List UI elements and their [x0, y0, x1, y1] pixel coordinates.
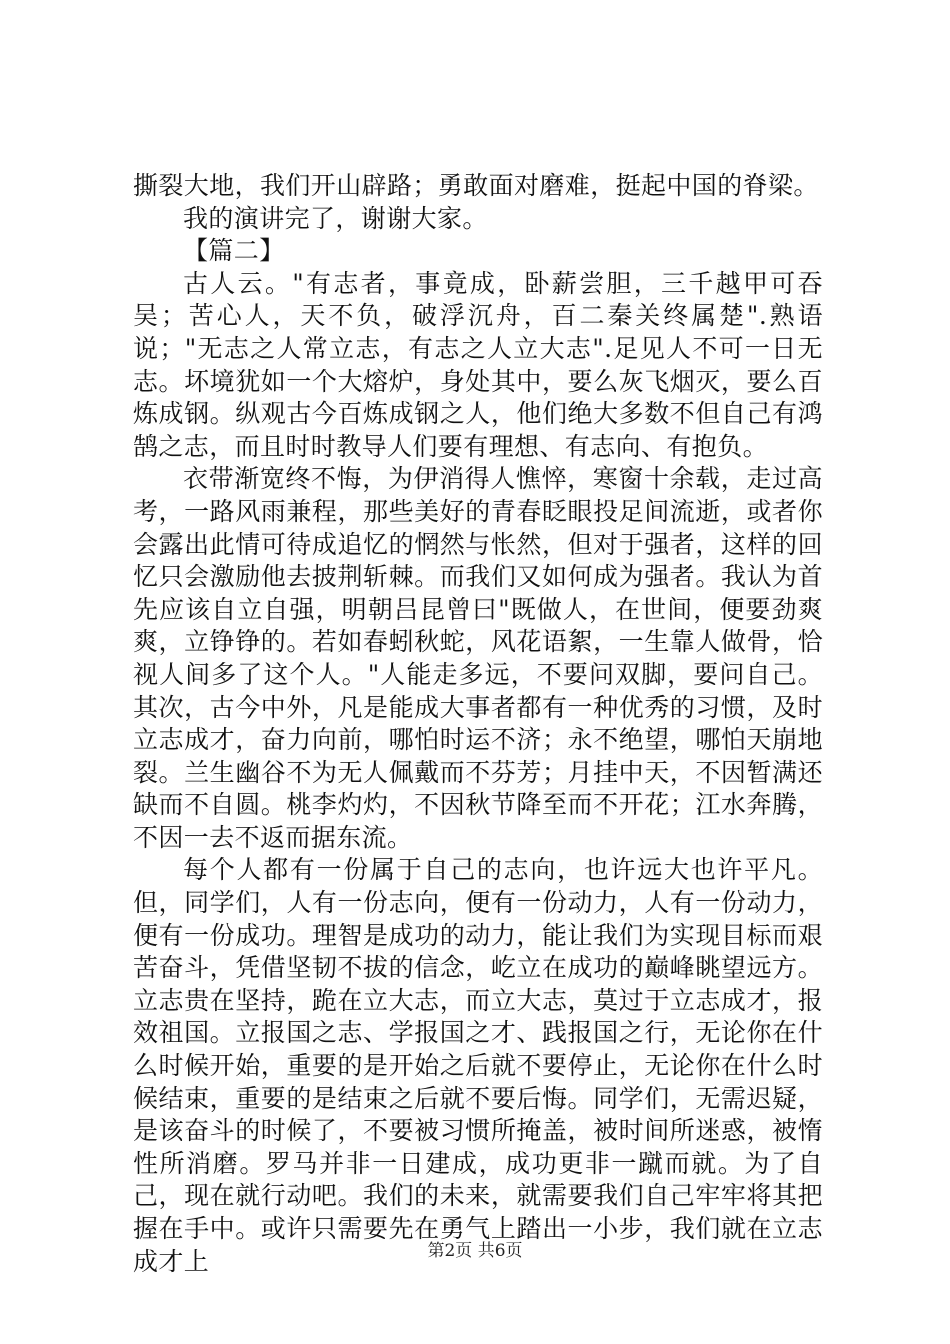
paragraph-ancient-saying: 古人云。"有志者，事竟成，卧薪尝胆，三千越甲可吞吴；苦心人，天不负，破浮沉舟，百二秦关终属楚".熟语说；"无志之人常立志，有志之人立大志".足见人不可一日无志。坏境犹如一个大熔炉，身处其中，要么灰飞烟灭，要么百炼成钢。纵观古今百炼成钢之人，他们绝大多数不但自己有鸿鹄之志，而且时时教导人们要有理想、有志向、有抱负。 — [133, 268, 823, 461]
paragraph-perseverance: 衣带渐宽终不悔，为伊消得人憔悴，寒窗十余载，走过高考，一路风雨兼程，那些美好的青春眨眼投足间流逝，或者你会露出此情可待成追忆的惘然与怅然，但对于强者，这样的回忆只会激励他去披荆斩棘。而我们又如何成为强者。我认为首先应该自立自强，明朝吕昆曾曰"既做人，在世间，便要劲爽爽，立铮铮的。若如春蚓秋蛇，风花语絮，一生靠人做骨，恰视人间多了这个人。"人能走多远，不要问双脚，要问自己。其次，古今中外，凡是能成大事者都有一种优秀的习惯，及时立志成才，奋力向前，哪怕时运不济；永不绝望，哪怕天崩地裂。兰生幽谷不为无人佩戴而不芬芳；月挂中天，不因暂满还缺而不自圆。桃李灼灼，不因秋节降至而不开花；江水奔腾，不因一去不返而据东流。 — [133, 464, 823, 852]
paragraph-aspiration: 每个人都有一份属于自己的志向，也许远大也许平凡。但，同学们，人有一份志向，便有一份动力，人有一份动力，便有一份成功。理智是成功的动力，能让我们为实现目标而艰苦奋斗，凭借坚韧不拔的信念，屹立在成功的巅峰眺望远方。立志贵在坚持，跪在立大志，而立大志，莫过于立志成才，报效祖国。立报国之志、学报国之才、践报国之行，无论你在什么时候开始，重要的是开始之后就不要停止，无论你在什么时候结束，重要的是结束之后就不要后悔。同学们，无需迟疑，是该奋斗的时候了，不要被习惯所掩盖，被时间所迷惑，被惰性所消磨。罗马并非一日建成，成功更非一蹴而就。为了自己，现在就行动吧。我们的未来，就需要我们自己牢牢将其把握在手中。或许只需要先在勇气上踏出一小步，我们就在立志成才上 — [133, 855, 823, 1276]
body-text — [133, 170, 823, 1278]
page-number-footer: 第2页 共6页 — [427, 1241, 523, 1261]
paragraph-closing-thanks: 我的演讲完了，谢谢大家。 — [183, 203, 488, 233]
paragraph-speech-ending: 撕裂大地，我们开山辟路；勇敢面对磨难，挺起中国的脊梁。 — [133, 171, 819, 200]
section-heading-part-two: 【篇二】 — [183, 236, 285, 266]
